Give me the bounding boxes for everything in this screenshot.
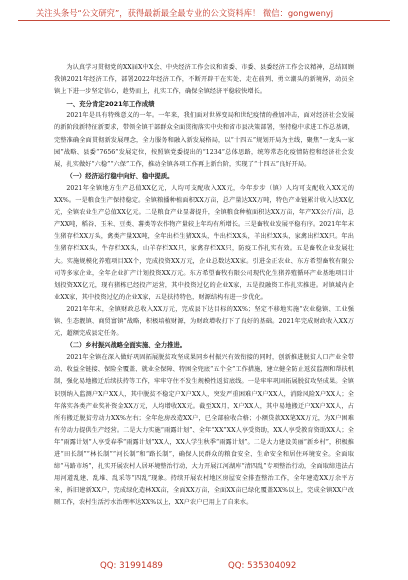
qq-contact-right: QQ: 535304092 xyxy=(228,561,297,571)
intro-paragraph: 为认真学习贯彻党的XX届X中X会、中央经济工作会议和省委、市委、县委经济工作会议精神，总结回顾我镇2021年经济工作，部署2022年经济工作，不断开辟干在实处、走在前列、勇立潮头的新境界，动员全镇上下进一步坚定信心，趁势而上，扎实工作，确保全镇经济平稳较快增长。 xyxy=(54,64,354,96)
subheading-economy: （一）经济运行稳中向好、稳中提质。 xyxy=(66,172,174,180)
banner-divider xyxy=(18,20,390,21)
qq-contact-left: QQ: 31991489 xyxy=(100,561,163,571)
top-banner xyxy=(0,0,408,40)
banner-text: 关注头条号“公文研究”，获得最新最全最专业的公文资料库！ 微信：gongwenyj xyxy=(36,8,334,18)
footer xyxy=(0,557,408,577)
body-paragraph-5: 2021年全镇在深入做好巩固拓展脱贫攻坚成果同乡村振兴有效衔接的同时，创新推进脱贫人口产业全带动、收益全链接、保险全覆盖、就业全保障、特困全兜底“五个全”工作措施，建立健全防止返贫监测和帮扶机制，强化易地搬迁后续扶持等工作，牢牢守住不发生规模性返贫底线。一是牢牢巩固拓展脱贫攻坚成果。全镇识别纳入监测户X户XX人，其中脱贫不稳定户X户XX人，突发严重困难户X户XX人，消除风险X户XX人；全年落实各类产业奖补资金XX万元，人均增收XX元。截至XX月，X户XX人，其中易地搬迁户XX户XX人，占所有搬迁脱贫劳动力XX%左右；全年危房改造XX户，已全部验收合格；小额贷款XX笔XX万元，为X户困难有劳动力提供生产经营。二是大力实施“雨露计划”、全年“XX”XX人享受资助，XX人享受教育资助XX人；全年“雨露计划”人享受春季“雨露计划”XX人，XX人学生秋季“雨露计划”。二是大力建设美丽“新乡村”，积极推进“田长制”“林长制”“河长制”和“路长制”，确保人民群众的粮食安全、生命安全和居住环境安全。全面取缔“马路市场”，扎实开展农村人居环境整治行动，大力开展江河湖库“清四乱”专项整治行动，全面取缔违法占用河道乱建、乱堆、乱采等“四乱”现象。持续开展农村地区房屋安全排查整治工作，全年建造XX万余平方米，拆旧建新XX户，完成绿化造林XX亩，全面XX万亩，全面XX亩已绿化覆盖XX%以上，完成全镇XX户改厕工作，农村生活污水治理率达XX%以上，XX户农户已用上了自来水。 xyxy=(54,354,354,507)
subheading-rural: （二）乡村振兴战略全面实施、全力推进。 xyxy=(66,342,187,350)
section-heading-1: 一、充分肯定2021年工作成绩 xyxy=(66,100,155,109)
body-paragraph-2: 2021年是具有特殊意义的一年。一年来，我们面对世界变局和世纪疫情的叠加冲击，面对经济社会发展的新阶段新特征新要求，带领全镇干部群众全面贯彻落实中央和省市县决策部署，坚持稳中求进工作总基调，完整准确全面贯彻新发展理念，全力服务和融入新发展格局，以“十四五”规划开局为主线，聚焦“一龙头一家园”战略、县委“7656”发展定位，按照镇党委提出的“1234”总体思路，统筹常态化疫情防控和经济社会发展，扎实做好“六稳”“六保”工作，推动全镇各项工作再上新台阶，实现了“十四五”良好开局。 xyxy=(54,112,354,168)
document-body xyxy=(54,62,354,509)
body-paragraph-4: 2021年年末，全镇财政总收入XX万元，完成县下达目标的XX%；坚定不移地实施“农业稳镇、工业强镇、生态靓镇、商贸富镇”战略，积极培植财源，为财政增收打下了良好的基础。2021年完成财政收入XX万元，超额完成县定任务。 xyxy=(54,305,354,338)
body-paragraph-3: 2021年全镇地方生产总值XX亿元，人均可支配收入XX元，今年步步（镇）人均可支配收入XX元的XX%。一是粮食生产保持稳定。全镇粮播种植面积XX万亩，总产量达XX万吨，特色产业链累计收入达XX亿元，全镇农业生产总值XX亿元。二是粮食产业显著提升，全镇粮食种植面积达XX万亩，年产XX公斤/亩，总产XX吨，稻谷、玉米、豆类、薯类等农作物产量较上年均有所增长。三是畜牧业发展平稳有序。2021年年末生猪存栏XX万头，禽类产量XX吨，全年出栏生猪XX头，牛出栏XX头，羊出栏XX头，家禽出栏XX只。年出生猪存栏XX头，牛存栏XX头，山羊存栏XX只，家禽存栏XX只，防疫工作扎实有效。五是畜牧企业发展壮大。实施规模化养殖项目XX个，完成投资XX万元，企业总数达XX家。引进金正农业、东方希望畜牧有限公司等多家企业，全年企业扩产计划投资XX万元。东方希望畜牧有限公司现代化生猪养殖循环产业基地项目计划投资XX亿元，现有猪栋已经投产运营，其中投资过亿的企业X家，五是投融资工作扎实推进。对镇域内企业XX家，其中投资过亿的企业X家，五是扶持特色，财源结构有进一步优化。 xyxy=(54,184,354,301)
